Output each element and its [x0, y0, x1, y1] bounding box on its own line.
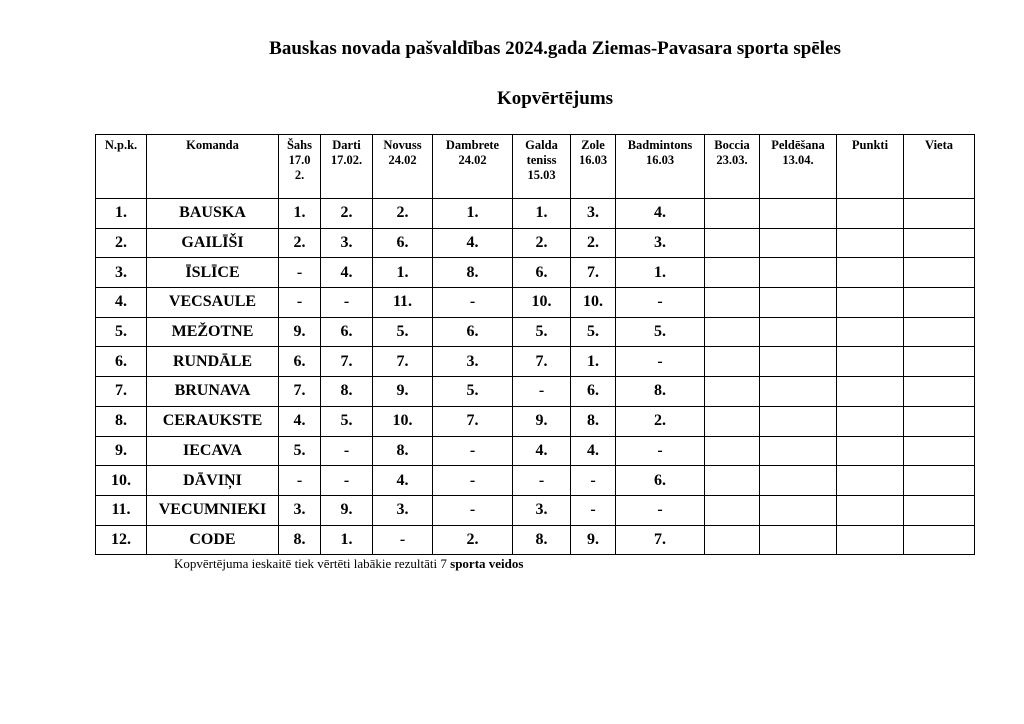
- result-boccia: [705, 199, 760, 229]
- result-galda-teniss: -: [513, 466, 571, 496]
- header-dambrete-line: 24.02: [458, 153, 487, 167]
- team-name: CODE: [147, 525, 279, 555]
- result-vieta: [904, 317, 975, 347]
- result-novuss: 8.: [373, 436, 433, 466]
- result-peldesana: [760, 317, 837, 347]
- result-sahs: -: [279, 258, 321, 288]
- result-novuss: 11.: [373, 288, 433, 318]
- header-badmintons-line: Badmintons: [627, 138, 693, 152]
- result-vieta: [904, 199, 975, 229]
- result-galda-teniss: 4.: [513, 436, 571, 466]
- result-sahs: 2.: [279, 228, 321, 258]
- result-sahs: 6.: [279, 347, 321, 377]
- table-body: [96, 199, 975, 555]
- result-peldesana: [760, 288, 837, 318]
- result-dambrete: 2.: [433, 525, 513, 555]
- result-punkti: [837, 347, 904, 377]
- result-darti: 9.: [321, 495, 373, 525]
- result-galda-teniss: 9.: [513, 406, 571, 436]
- table-row: [96, 406, 975, 436]
- result-dambrete: 8.: [433, 258, 513, 288]
- result-peldesana: [760, 228, 837, 258]
- result-sahs: 1.: [279, 199, 321, 229]
- result-peldesana: [760, 406, 837, 436]
- result-zole: 2.: [571, 228, 616, 258]
- result-badmintons: 1.: [616, 258, 705, 288]
- result-zole: -: [571, 466, 616, 496]
- header-dambrete-line: Dambrete: [445, 138, 500, 152]
- result-darti: -: [321, 288, 373, 318]
- result-zole: -: [571, 495, 616, 525]
- result-vieta: [904, 525, 975, 555]
- result-zole: 7.: [571, 258, 616, 288]
- row-number: 6.: [96, 347, 147, 377]
- team-name: VECUMNIEKI: [147, 495, 279, 525]
- result-zole: 5.: [571, 317, 616, 347]
- result-boccia: [705, 258, 760, 288]
- header-komanda-line: Komanda: [186, 138, 239, 152]
- result-galda-teniss: 5.: [513, 317, 571, 347]
- team-name: DĀVIŅI: [147, 466, 279, 496]
- result-vieta: [904, 228, 975, 258]
- header-darti: [321, 135, 373, 199]
- result-novuss: -: [373, 525, 433, 555]
- result-badmintons: 4.: [616, 199, 705, 229]
- result-punkti: [837, 228, 904, 258]
- result-peldesana: [760, 436, 837, 466]
- result-punkti: [837, 317, 904, 347]
- result-boccia: [705, 525, 760, 555]
- result-sahs: -: [279, 288, 321, 318]
- result-boccia: [705, 436, 760, 466]
- header-sahs-line: 2.: [294, 168, 305, 182]
- header-dambrete: [433, 135, 513, 199]
- result-novuss: 2.: [373, 199, 433, 229]
- result-dambrete: 6.: [433, 317, 513, 347]
- table-row: [96, 436, 975, 466]
- result-darti: 4.: [321, 258, 373, 288]
- result-punkti: [837, 258, 904, 288]
- result-galda-teniss: 1.: [513, 199, 571, 229]
- result-vieta: [904, 406, 975, 436]
- result-darti: 3.: [321, 228, 373, 258]
- header-komanda: [147, 135, 279, 199]
- result-boccia: [705, 466, 760, 496]
- result-galda-teniss: 2.: [513, 228, 571, 258]
- team-name: MEŽOTNE: [147, 317, 279, 347]
- header-badmintons-line: 16.03: [645, 153, 675, 167]
- result-vieta: [904, 466, 975, 496]
- result-dambrete: 1.: [433, 199, 513, 229]
- header-zole-line: 16.03: [578, 153, 608, 167]
- result-darti: -: [321, 436, 373, 466]
- result-darti: 7.: [321, 347, 373, 377]
- result-peldesana: [760, 525, 837, 555]
- header-sahs: [279, 135, 321, 199]
- row-number: 11.: [96, 495, 147, 525]
- result-punkti: [837, 377, 904, 407]
- header-zole-line: Zole: [581, 138, 605, 152]
- result-peldesana: [760, 495, 837, 525]
- result-badmintons: -: [616, 495, 705, 525]
- row-number: 3.: [96, 258, 147, 288]
- result-galda-teniss: 3.: [513, 495, 571, 525]
- results-table: [95, 134, 975, 555]
- result-peldesana: [760, 258, 837, 288]
- row-number: 7.: [96, 377, 147, 407]
- result-punkti: [837, 495, 904, 525]
- table-row: [96, 228, 975, 258]
- result-peldesana: [760, 466, 837, 496]
- header-badmintons: [616, 135, 705, 199]
- result-punkti: [837, 466, 904, 496]
- team-name: ĪSLĪCE: [147, 258, 279, 288]
- result-badmintons: 3.: [616, 228, 705, 258]
- header-novuss-line: Novuss: [383, 138, 422, 152]
- row-number: 1.: [96, 199, 147, 229]
- result-badmintons: -: [616, 288, 705, 318]
- table-row: [96, 466, 975, 496]
- header-punkti: [837, 135, 904, 199]
- header-galda-teniss: [513, 135, 571, 199]
- result-boccia: [705, 317, 760, 347]
- result-darti: 6.: [321, 317, 373, 347]
- page-subtitle: Kopvērtējums: [496, 88, 614, 109]
- result-dambrete: 3.: [433, 347, 513, 377]
- header-boccia-line: 23.03.: [716, 153, 748, 167]
- result-badmintons: 2.: [616, 406, 705, 436]
- result-badmintons: -: [616, 347, 705, 377]
- header-novuss-line: 24.02: [388, 153, 417, 167]
- result-badmintons: 7.: [616, 525, 705, 555]
- result-novuss: 9.: [373, 377, 433, 407]
- result-zole: 4.: [571, 436, 616, 466]
- result-darti: 8.: [321, 377, 373, 407]
- result-punkti: [837, 525, 904, 555]
- row-number: 8.: [96, 406, 147, 436]
- header-darti-line: 17.02.: [330, 153, 363, 167]
- result-sahs: -: [279, 466, 321, 496]
- header-row: [96, 135, 975, 199]
- result-boccia: [705, 347, 760, 377]
- team-name: CERAUKSTE: [147, 406, 279, 436]
- result-vieta: [904, 288, 975, 318]
- header-vieta-line: Vieta: [925, 138, 953, 152]
- header-vieta: [904, 135, 975, 199]
- row-number: 2.: [96, 228, 147, 258]
- result-vieta: [904, 495, 975, 525]
- result-darti: 1.: [321, 525, 373, 555]
- table-row: [96, 288, 975, 318]
- result-vieta: [904, 377, 975, 407]
- result-zole: 9.: [571, 525, 616, 555]
- header-darti-line: Darti: [332, 138, 361, 152]
- header-peldesana-line: Peldēšana: [771, 138, 825, 152]
- result-dambrete: 4.: [433, 228, 513, 258]
- result-punkti: [837, 406, 904, 436]
- result-sahs: 3.: [279, 495, 321, 525]
- result-zole: 3.: [571, 199, 616, 229]
- result-novuss: 6.: [373, 228, 433, 258]
- footnote-text: Kopvērtējuma ieskaitē tiek vērtēti labākie rezultāti 7: [174, 556, 451, 571]
- result-badmintons: 6.: [616, 466, 705, 496]
- header-novuss: [373, 135, 433, 199]
- result-boccia: [705, 377, 760, 407]
- team-name: IECAVA: [147, 436, 279, 466]
- table-header: [96, 135, 975, 199]
- result-zole: 1.: [571, 347, 616, 377]
- team-name: BAUSKA: [147, 199, 279, 229]
- header-punkti-line: Punkti: [851, 138, 889, 152]
- team-name: VECSAULE: [147, 288, 279, 318]
- result-novuss: 7.: [373, 347, 433, 377]
- result-galda-teniss: 10.: [513, 288, 571, 318]
- result-sahs: 7.: [279, 377, 321, 407]
- table-row: [96, 258, 975, 288]
- result-galda-teniss: 7.: [513, 347, 571, 377]
- page-title: Bauskas novada pašvaldības 2024.gada Ziemas-Pavasara sporta spēles: [269, 38, 841, 59]
- result-sahs: 4.: [279, 406, 321, 436]
- table-row: [96, 317, 975, 347]
- result-galda-teniss: -: [513, 377, 571, 407]
- result-badmintons: -: [616, 436, 705, 466]
- result-zole: 6.: [571, 377, 616, 407]
- header-boccia-line: Boccia: [714, 138, 750, 152]
- result-dambrete: -: [433, 288, 513, 318]
- result-darti: 2.: [321, 199, 373, 229]
- header-galda-teniss-line: Galda: [525, 138, 558, 152]
- team-name: BRUNAVA: [147, 377, 279, 407]
- result-sahs: 5.: [279, 436, 321, 466]
- result-boccia: [705, 406, 760, 436]
- header-npk-line: N.p.k.: [104, 138, 138, 152]
- result-punkti: [837, 436, 904, 466]
- result-badmintons: 5.: [616, 317, 705, 347]
- result-zole: 8.: [571, 406, 616, 436]
- result-peldesana: [760, 377, 837, 407]
- table-row: [96, 495, 975, 525]
- result-dambrete: -: [433, 466, 513, 496]
- result-novuss: 10.: [373, 406, 433, 436]
- header-sahs-line: 17.0: [288, 153, 311, 167]
- footnote-bold: sporta veidos: [450, 556, 524, 571]
- result-vieta: [904, 436, 975, 466]
- table-row: [96, 347, 975, 377]
- table-row: [96, 199, 975, 229]
- row-number: 9.: [96, 436, 147, 466]
- table-row: [96, 525, 975, 555]
- header-npk: [96, 135, 147, 199]
- result-boccia: [705, 228, 760, 258]
- result-dambrete: 5.: [433, 377, 513, 407]
- result-dambrete: -: [433, 495, 513, 525]
- row-number: 5.: [96, 317, 147, 347]
- result-novuss: 5.: [373, 317, 433, 347]
- header-galda-teniss-line: teniss: [526, 153, 557, 167]
- result-novuss: 3.: [373, 495, 433, 525]
- row-number: 4.: [96, 288, 147, 318]
- result-dambrete: 7.: [433, 406, 513, 436]
- result-zole: 10.: [571, 288, 616, 318]
- row-number: 12.: [96, 525, 147, 555]
- result-punkti: [837, 288, 904, 318]
- result-boccia: [705, 495, 760, 525]
- header-peldesana: [760, 135, 837, 199]
- result-darti: -: [321, 466, 373, 496]
- result-punkti: [837, 199, 904, 229]
- result-galda-teniss: 8.: [513, 525, 571, 555]
- header-sahs-line: Šahs: [286, 138, 313, 152]
- result-vieta: [904, 347, 975, 377]
- header-peldesana-line: 13.04.: [782, 153, 814, 167]
- result-sahs: 9.: [279, 317, 321, 347]
- result-sahs: 8.: [279, 525, 321, 555]
- result-galda-teniss: 6.: [513, 258, 571, 288]
- header-boccia: [705, 135, 760, 199]
- team-name: RUNDĀLE: [147, 347, 279, 377]
- result-novuss: 1.: [373, 258, 433, 288]
- result-peldesana: [760, 347, 837, 377]
- result-peldesana: [760, 199, 837, 229]
- table-row: [96, 377, 975, 407]
- header-zole: [571, 135, 616, 199]
- footnote: [174, 556, 523, 572]
- result-vieta: [904, 258, 975, 288]
- row-number: 10.: [96, 466, 147, 496]
- result-dambrete: -: [433, 436, 513, 466]
- header-galda-teniss-line: 15.03: [527, 168, 556, 182]
- result-novuss: 4.: [373, 466, 433, 496]
- result-badmintons: 8.: [616, 377, 705, 407]
- team-name: GAILĪŠI: [147, 228, 279, 258]
- result-darti: 5.: [321, 406, 373, 436]
- result-boccia: [705, 288, 760, 318]
